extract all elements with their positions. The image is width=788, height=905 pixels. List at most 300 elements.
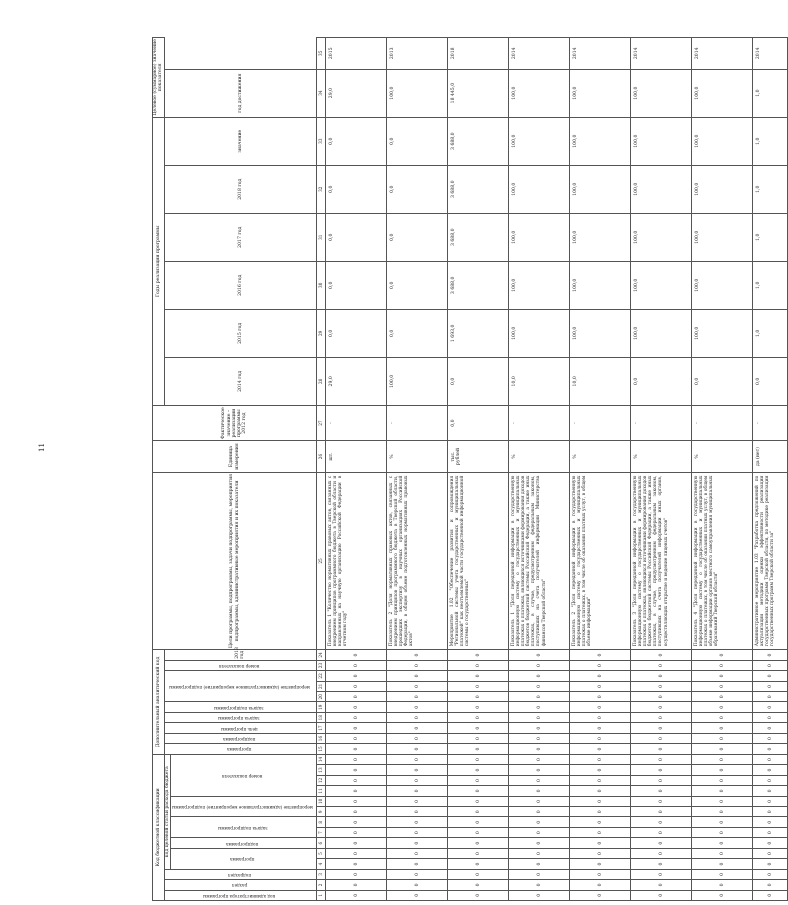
code-cell: 0 <box>509 660 570 670</box>
unit-cell: тыс. рублей <box>448 441 509 472</box>
column-number: 7 <box>317 827 326 837</box>
column-number: 17 <box>317 723 326 733</box>
code-cell: 0 <box>387 775 448 785</box>
code-cell: 0 <box>509 744 570 754</box>
code-cell: 0 <box>753 869 788 879</box>
extra-code-label: задача подпрограммы <box>214 705 264 711</box>
code-cell: 0 <box>509 723 570 733</box>
code-cell: 0 <box>509 827 570 837</box>
code-cell: 0 <box>326 838 387 848</box>
extra-code-label: программа <box>227 747 252 753</box>
code-cell: 0 <box>387 712 448 722</box>
code-cell: 0 <box>448 796 509 806</box>
year-value-cell: 100,0 <box>509 165 570 213</box>
code-cell: 0 <box>509 869 570 879</box>
code-cell: 0 <box>631 723 692 733</box>
code-cell: 0 <box>631 692 692 702</box>
column-number: 31 <box>317 213 326 261</box>
code-cell: 0 <box>570 702 631 712</box>
code-cell: 0 <box>448 702 509 712</box>
indicator-description: Показатель 2 "Доля переданной информации в государственную информационную систему о государственных и муниципальных платежах о платежах, в том числе об оказании платных услуг, в общем объеме информации" <box>570 472 631 650</box>
table-row <box>326 38 387 901</box>
target-value-cell: 100,0 <box>387 69 448 117</box>
code-cell: 0 <box>631 848 692 858</box>
year-value-cell: 0,0 <box>326 261 387 309</box>
expense-subcode-header <box>170 754 316 796</box>
code-cell: 0 <box>448 660 509 670</box>
code-cell: 0 <box>753 712 788 722</box>
year-value-cell: 0,0 <box>387 309 448 357</box>
column-number: 8 <box>317 817 326 827</box>
code-cell: 0 <box>326 848 387 858</box>
year-value-cell: 0,0 <box>326 213 387 261</box>
expense-subcode-label: номер показателя <box>222 773 263 779</box>
year-value-cell: 100,0 <box>631 309 692 357</box>
code-cell: 0 <box>387 733 448 743</box>
code-cell: 0 <box>326 890 387 900</box>
code-header-podrazdel <box>164 869 317 879</box>
code-cell: 0 <box>326 733 387 743</box>
code-cell: 0 <box>692 702 753 712</box>
code-cell: 0 <box>753 859 788 869</box>
code-cell: 0 <box>387 681 448 691</box>
year-value-cell: 100,0 <box>509 309 570 357</box>
code-cell: 0 <box>387 838 448 848</box>
code-cell: 0 <box>692 880 753 890</box>
target-year-header: год достижения <box>164 69 317 117</box>
code-cell: 0 <box>387 869 448 879</box>
year-value-cell: 100,0 <box>692 261 753 309</box>
extra-code-label: подпрограмма <box>223 736 256 742</box>
unit-cell: % <box>631 441 692 472</box>
year-value-cell: 100,0 <box>570 213 631 261</box>
code-cell: 0 <box>631 890 692 900</box>
unit-cell: да (нет) <box>753 441 788 472</box>
code-cell: 0 <box>387 786 448 796</box>
column-number: 26 <box>317 441 326 472</box>
code-cell: 0 <box>753 786 788 796</box>
column-number: 2 <box>317 880 326 890</box>
year-value-cell: 29,0 <box>326 357 387 405</box>
code-cell: 0 <box>326 869 387 879</box>
code-cell: 0 <box>326 859 387 869</box>
header-row-1 <box>153 38 165 901</box>
code-cell: 0 <box>692 890 753 900</box>
code-cell: 0 <box>448 838 509 848</box>
column-number: 1 <box>317 890 326 900</box>
code-cell: 0 <box>570 817 631 827</box>
extra-code-column-header <box>164 744 317 754</box>
column-number: 6 <box>317 838 326 848</box>
year-header: 2017 год <box>164 213 317 261</box>
code-cell: 0 <box>448 859 509 869</box>
table-body <box>326 38 788 901</box>
code-cell: 0 <box>692 754 753 765</box>
code-cell: 0 <box>570 765 631 775</box>
code-cell: 0 <box>570 848 631 858</box>
code-cell: 0 <box>448 744 509 754</box>
unit-cell: шт. <box>326 441 387 472</box>
code-cell: 0 <box>570 880 631 890</box>
extra-code-label: цель программы <box>220 726 258 732</box>
code-cell: 0 <box>570 671 631 681</box>
code-cell: 0 <box>448 692 509 702</box>
code-cell: 0 <box>631 754 692 765</box>
code-cell: 0 <box>326 880 387 890</box>
year-value-cell: 0,0 <box>631 357 692 405</box>
code-cell: 0 <box>692 796 753 806</box>
code-cell: 0 <box>631 880 692 890</box>
year-value-cell: 100,0 <box>509 261 570 309</box>
year-value-cell: 100,0 <box>692 165 753 213</box>
year-value-cell: 3 688,0 <box>448 213 509 261</box>
extra-code-label: номер показателя <box>219 663 260 669</box>
year-value-cell: 0,0 <box>387 261 448 309</box>
code-cell: 0 <box>387 702 448 712</box>
code-cell: 0 <box>326 775 387 785</box>
column-number: 24 <box>317 650 326 661</box>
year-value-cell: 100,0 <box>692 309 753 357</box>
column-number: 30 <box>317 261 326 309</box>
code-header-label: раздел <box>231 883 247 889</box>
column-number: 32 <box>317 165 326 213</box>
code-cell: 0 <box>509 671 570 681</box>
code-cell: 0 <box>387 765 448 775</box>
column-number: 14 <box>317 754 326 765</box>
code-cell: 0 <box>570 838 631 848</box>
target-year-cell: 2014 <box>753 38 788 70</box>
base-value-cell: 0,0 <box>448 405 509 441</box>
table-row <box>631 38 692 901</box>
year-value-cell: 0,0 <box>692 357 753 405</box>
code-header-label: код администратора программы <box>203 893 276 899</box>
base-value-cell: - <box>631 405 692 441</box>
code-cell: 0 <box>631 702 692 712</box>
code-cell: 0 <box>448 869 509 879</box>
base-value-cell: - <box>692 405 753 441</box>
base-value-cell: - <box>326 405 387 441</box>
code-cell: 0 <box>753 681 788 691</box>
unit-header: Единица измерения <box>153 441 317 472</box>
code-cell: 0 <box>692 838 753 848</box>
year-value-cell: 100,0 <box>387 357 448 405</box>
extra-code-column-header <box>164 733 317 743</box>
code-cell: 0 <box>631 807 692 817</box>
code-cell: 0 <box>692 827 753 837</box>
code-cell: 0 <box>570 775 631 785</box>
code-cell: 0 <box>509 692 570 702</box>
code-cell: 0 <box>448 807 509 817</box>
code-cell: 0 <box>326 796 387 806</box>
code-cell: 0 <box>326 702 387 712</box>
code-cell: 0 <box>692 650 753 661</box>
base-value-cell: - <box>387 405 448 441</box>
base-value-cell: - <box>509 405 570 441</box>
code-cell: 0 <box>692 733 753 743</box>
code-cell: 0 <box>631 712 692 722</box>
code-cell: 0 <box>326 807 387 817</box>
code-cell: 0 <box>387 744 448 754</box>
target-year-cell: 2014 <box>631 38 692 70</box>
base-value-cell: - <box>570 405 631 441</box>
code-cell: 0 <box>326 671 387 681</box>
code-cell: 0 <box>692 671 753 681</box>
code-cell: 0 <box>570 733 631 743</box>
code-cell: 0 <box>631 671 692 681</box>
code-cell: 0 <box>387 807 448 817</box>
code-cell: 0 <box>753 765 788 775</box>
unit-cell: % <box>692 441 753 472</box>
code-cell: 0 <box>326 754 387 765</box>
column-number: 35 <box>317 38 326 70</box>
code-cell: 0 <box>509 796 570 806</box>
year-value-cell: 100,0 <box>509 213 570 261</box>
code-cell: 0 <box>631 775 692 785</box>
code-cell: 0 <box>631 838 692 848</box>
code-cell: 0 <box>387 890 448 900</box>
column-number: 23 <box>317 660 326 670</box>
year-value-cell: 0,0 <box>387 165 448 213</box>
code-cell: 0 <box>631 744 692 754</box>
year-value-cell: 100,0 <box>631 213 692 261</box>
base-value-cell: - <box>753 405 788 441</box>
code-cell: 0 <box>326 744 387 754</box>
year-value-cell: 1,0 <box>753 213 788 261</box>
expense-subcode-header <box>170 838 316 848</box>
indicator-description: Показатель 1 "Количество нормативных правовых актов, связанных с внедрением принципов программного бюджета в Тверской области и направленных на научную организацию Российской Федерации в отчетном году" <box>326 472 387 650</box>
year-value-cell: 0,0 <box>326 165 387 213</box>
column-number: 21 <box>317 681 326 691</box>
column-number: 12 <box>317 775 326 785</box>
code-cell: 0 <box>753 660 788 670</box>
unit-cell: % <box>387 441 448 472</box>
code-cell: 0 <box>753 890 788 900</box>
year-value-cell: 1,0 <box>753 261 788 309</box>
code-cell: 0 <box>387 848 448 858</box>
code-cell: 0 <box>387 723 448 733</box>
code-cell: 0 <box>753 702 788 712</box>
column-number: 27 <box>317 405 326 441</box>
code-cell: 0 <box>509 775 570 785</box>
target-value-cell: 29,0 <box>326 69 387 117</box>
year-value-cell: 1,0 <box>753 165 788 213</box>
code-header-admin <box>164 890 317 900</box>
code-cell: 0 <box>753 775 788 785</box>
code-cell: 0 <box>692 692 753 702</box>
code-cell: 0 <box>692 869 753 879</box>
code-cell: 0 <box>753 671 788 681</box>
indicator-description: Показатель 3 "Доля переданной информации в государственную информационную систему о государственных и муниципальных платежах о платежах, являющихся источниками формирования доходов бюджетов бюджетной системы Российской Федерации, а также иных платежах, в случае, предусмотренном федеральным законом, поступивших на счета получателей информации иных органов, осуществляющих открытие и ведение лицевых счетов" <box>631 472 692 650</box>
code-cell: 0 <box>631 827 692 837</box>
target-value-cell: 100,0 <box>692 69 753 117</box>
code-cell: 0 <box>692 848 753 858</box>
target-year-cell: 2015 <box>326 38 387 70</box>
code-cell: 0 <box>753 692 788 702</box>
year-value-cell: 0,0 <box>326 117 387 165</box>
code-cell: 0 <box>387 817 448 827</box>
code-cell: 0 <box>448 733 509 743</box>
code-cell: 0 <box>387 880 448 890</box>
code-cell: 0 <box>753 723 788 733</box>
code-cell: 0 <box>570 723 631 733</box>
code-cell: 0 <box>753 744 788 754</box>
code-cell: 0 <box>387 692 448 702</box>
code-cell: 0 <box>387 859 448 869</box>
code-cell: 0 <box>631 796 692 806</box>
code-cell: 0 <box>631 765 692 775</box>
indicator-description: Мероприятие 1.02 "Обеспечение развития и сопровождения "Региональной системы учета государственных и муниципальных платежей" как неотъемлемой части государственной информационной системы о государственных" <box>448 472 509 650</box>
code-cell: 0 <box>387 671 448 681</box>
code-cell: 0 <box>326 712 387 722</box>
code-cell: 0 <box>509 712 570 722</box>
year-value-cell: 10,0 <box>570 357 631 405</box>
column-number: 33 <box>317 117 326 165</box>
code-cell: 0 <box>509 702 570 712</box>
code-cell: 0 <box>448 754 509 765</box>
code-cell: 0 <box>509 817 570 827</box>
column-number: 13 <box>317 765 326 775</box>
year-value-cell: 100,0 <box>570 309 631 357</box>
extra-code-header: Дополнительный аналитический код <box>153 650 165 754</box>
rotated-page <box>152 37 776 901</box>
column-number: 10 <box>317 796 326 806</box>
column-number: 9 <box>317 807 326 817</box>
target-value-cell: 18 445,0 <box>448 69 509 117</box>
extra-code-column-header <box>164 712 317 722</box>
column-number: 3 <box>317 869 326 879</box>
code-cell: 0 <box>509 754 570 765</box>
code-cell: 0 <box>753 817 788 827</box>
code-cell: 0 <box>448 880 509 890</box>
code-cell: 0 <box>631 786 692 796</box>
code-cell: 0 <box>448 848 509 858</box>
code-cell: 0 <box>509 733 570 743</box>
year-header: 2018 год <box>164 165 317 213</box>
year-value-cell: 3 688,0 <box>448 117 509 165</box>
year-value-cell: 0,0 <box>326 309 387 357</box>
code-cell: 0 <box>753 796 788 806</box>
code-cell: 0 <box>448 786 509 796</box>
code-cell: 0 <box>387 796 448 806</box>
column-number: 15 <box>317 744 326 754</box>
target-year-cell: 2018 <box>448 38 509 70</box>
code-cell: 0 <box>448 827 509 837</box>
code-cell: 0 <box>326 723 387 733</box>
table-row <box>387 38 448 901</box>
year-value-cell: 1,0 <box>753 117 788 165</box>
year-value-cell: 100,0 <box>570 117 631 165</box>
page-number: 11 <box>38 443 46 452</box>
code-cell: 0 <box>387 660 448 670</box>
code-cell: 0 <box>692 712 753 722</box>
table-row <box>753 38 788 901</box>
column-numbers-row <box>317 38 326 901</box>
code-cell: 0 <box>570 859 631 869</box>
year-value-cell: 1,0 <box>753 309 788 357</box>
table-row <box>448 38 509 901</box>
extra-code-column-header <box>164 671 317 702</box>
column-number: 18 <box>317 712 326 722</box>
target-year-cell: 2014 <box>692 38 753 70</box>
target-value-header: значение <box>164 117 317 165</box>
year-value-cell: 100,0 <box>692 213 753 261</box>
code-cell: 0 <box>509 890 570 900</box>
code-header-label: подраздел <box>227 872 251 878</box>
code-cell: 0 <box>692 775 753 785</box>
unit-cell: % <box>570 441 631 472</box>
years-header: Годы реализации программы <box>153 117 165 405</box>
expense-subcode-label: мероприятие (административное мероприятие) подпрограммы <box>171 804 313 810</box>
expense-subcode-label: задача подпрограммы <box>217 825 268 831</box>
code-cell: 0 <box>448 681 509 691</box>
target-value-cell: 100,0 <box>509 69 570 117</box>
column-number: 4 <box>317 859 326 869</box>
code-cell: 0 <box>570 754 631 765</box>
code-cell: 0 <box>570 650 631 661</box>
code-cell: 0 <box>448 671 509 681</box>
code-cell: 0 <box>326 681 387 691</box>
extra-code-column-header <box>164 702 317 712</box>
unit-cell: % <box>509 441 570 472</box>
year-value-cell: 100,0 <box>631 117 692 165</box>
code-cell: 0 <box>326 650 387 661</box>
target-value-cell: 100,0 <box>570 69 631 117</box>
code-cell: 0 <box>448 775 509 785</box>
expense-subcode-label: подпрограмма <box>226 841 259 847</box>
base-value-header: Фактическое значение – реализации программы 2012 год <box>153 405 317 441</box>
code-cell: 0 <box>509 786 570 796</box>
code-cell: 0 <box>631 650 692 661</box>
year-value-cell: 100,0 <box>570 261 631 309</box>
target-year-cell: 2013 <box>387 38 448 70</box>
year-header: 2016 год <box>164 261 317 309</box>
extra-code-label: мероприятие (административное мероприятие) подпрограммы <box>168 684 310 690</box>
indicator-description: Показатель 4 "Доля переданной информации в государственную информационную систему о государственных и муниципальных платежах о платежах, в том числе об оказании платных услуг, в общем объеме информации органов местного самоуправления муниципальных образований Тверской области" <box>692 472 753 650</box>
year-value-cell: 0,0 <box>753 357 788 405</box>
year-value-cell: 3 688,0 <box>448 165 509 213</box>
code-cell: 0 <box>753 880 788 890</box>
code-cell: 0 <box>692 744 753 754</box>
code-cell: 0 <box>753 827 788 837</box>
code-cell: 0 <box>753 807 788 817</box>
column-number: 28 <box>317 357 326 405</box>
year-value-cell: 0,0 <box>387 117 448 165</box>
code-cell: 0 <box>509 650 570 661</box>
code-cell: 0 <box>570 786 631 796</box>
column-number: 11 <box>317 786 326 796</box>
code-cell: 0 <box>509 859 570 869</box>
code-cell: 0 <box>570 681 631 691</box>
year-header: 2014 год <box>164 357 317 405</box>
column-number: 34 <box>317 69 326 117</box>
code-cell: 0 <box>753 848 788 858</box>
expense-code-header: код целевой статьи расхода бюджета <box>164 754 170 869</box>
code-cell: 0 <box>692 859 753 869</box>
column-number: 25 <box>317 472 326 650</box>
code-cell: 0 <box>631 660 692 670</box>
code-cell: 0 <box>570 712 631 722</box>
extra-code-column-header <box>164 660 317 670</box>
target-value-cell: 1,0 <box>753 69 788 117</box>
indicator-description: Показатель 2 "Доля нормативных правовых актов, связанных с внедрением принципов программного бюджета в Тверской области, прошедших экспертизу в научных организациях Российской Федерации, в общем объеме подготовленных нормативных правовых актов" <box>387 472 448 650</box>
code-cell: 0 <box>692 765 753 775</box>
year-value-cell: 100,0 <box>509 117 570 165</box>
expense-subcode-label: программа <box>230 857 255 863</box>
column-number: 16 <box>317 733 326 743</box>
code-cell: 0 <box>570 692 631 702</box>
expense-subcode-header <box>170 796 316 817</box>
code-cell: 0 <box>448 723 509 733</box>
